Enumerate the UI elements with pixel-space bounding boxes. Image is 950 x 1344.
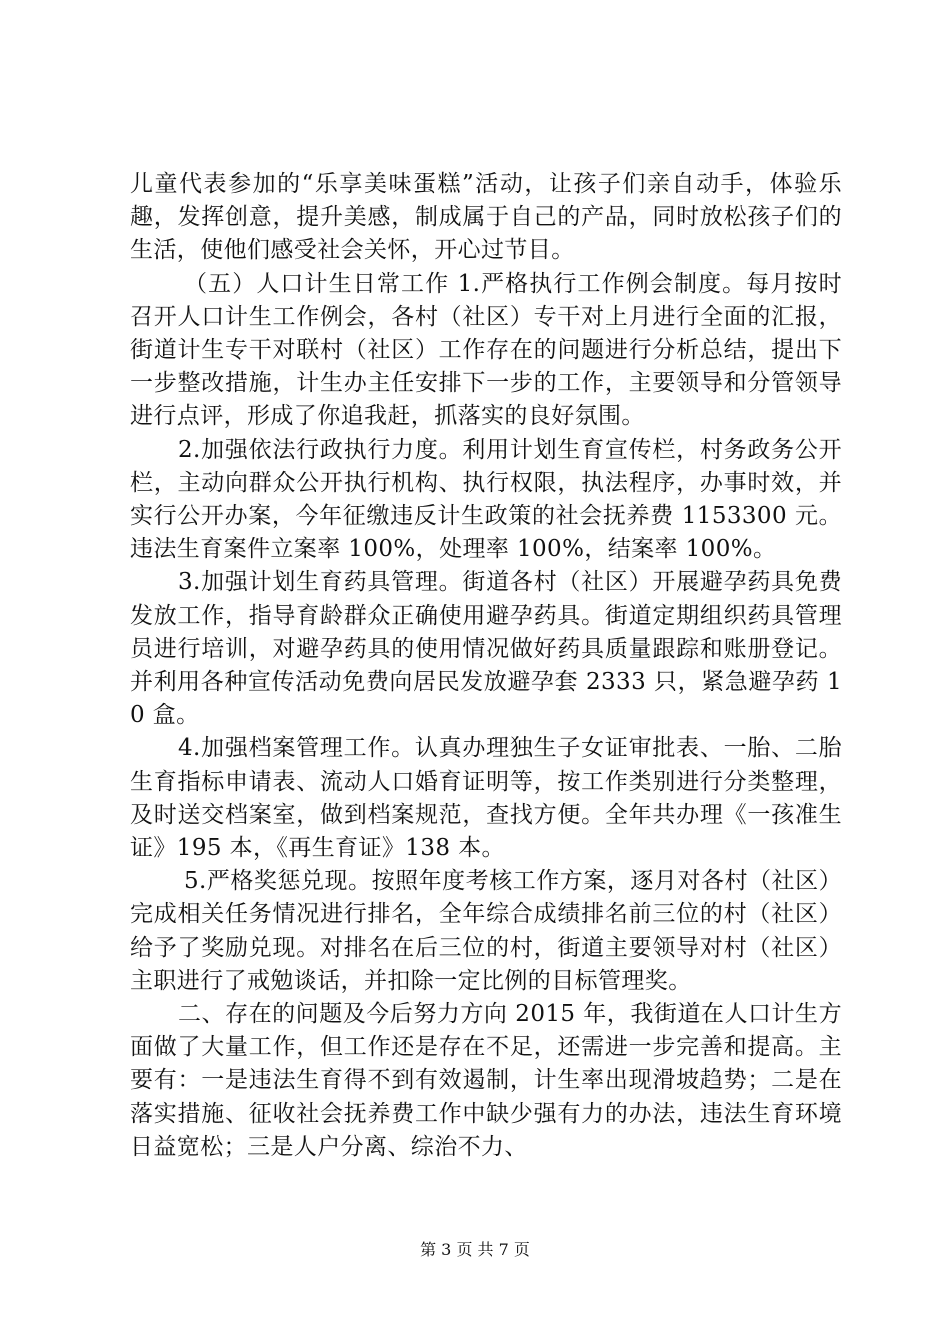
paragraph-item-3: 3.加强计划生育药具管理。街道各村（社区）开展避孕药具免费发放工作，指导育龄群众正确使用避孕药具。街道定期组织药具管理员进行培训，对避孕药具的使用情况做好药具质量跟踪和账册登记。并利用各种宣传活动免费向居民发放避孕套 2333 只，紧急避孕药 10 盒。 [130,569,842,729]
paragraph-section-five: （五）人口计生日常工作 1.严格执行工作例会制度。每月按时召开人口计生工作例会，各村（社区）专干对上月进行全面的汇报，街道计生专干对联村（社区）工作存在的问题进行分析总结，提出下一步整改措施，计生办主任安排下一步的工作，主要领导和分管领导进行点评，形成了你追我赶，抓落实的良好氛围。 [130,270,842,430]
paragraph-item-2: 2.加强依法行政执行力度。利用计划生育宣传栏，村务政务公开栏，主动向群众公开执行机构、执行权限，执法程序，办事时效，并实行公开办案，今年征缴违反计生政策的社会抚养费 1153300 元。违法生育案件立案率 100%，处理率 100%，结案率 100%。 [130,436,842,563]
paragraph-continuation: 儿童代表参加的“乐享美味蛋糕”活动，让孩子们亲自动手，体验乐趣，发挥创意，提升美感，制成属于自己的产品，同时放松孩子们的生活，使他们感受社会关怀，开心过节目。 [130,171,842,264]
page-footer: 第 3 页 共 7 页 [420,1240,530,1259]
paragraph-item-4: 4.加强档案管理工作。认真办理独生子女证审批表、一胎、二胎生育指标申请表、流动人口婚育证明等，按工作类别进行分类整理，及时送交档案室，做到档案规范，查找方便。全年共办理《一孩准生证》195 本，《再生育证》138 本。 [130,735,842,862]
document-body [130,168,842,1164]
paragraph-item-5: 5.严格奖惩兑现。按照年度考核工作方案，逐月对各村（社区）完成相关任务情况进行排名，全年综合成绩排名前三位的村（社区）给予了奖励兑现。对排名在后三位的村，街道主要领导对村（社区）主职进行了戒勉谈话，并扣除一定比例的目标管理奖。 [130,868,842,994]
paragraph-problems: 二、存在的问题及今后努力方向 2015 年，我街道在人口计生方面做了大量工作，但工作还是存在不足，还需进一步完善和提高。主要有：一是违法生育得不到有效遏制，计生率出现滑坡趋势；二是在落实措施、征收社会抚养费工作中缺少强有力的办法，违法生育环境日益宽松；三是人户分离、综治不力、 [130,1001,842,1160]
